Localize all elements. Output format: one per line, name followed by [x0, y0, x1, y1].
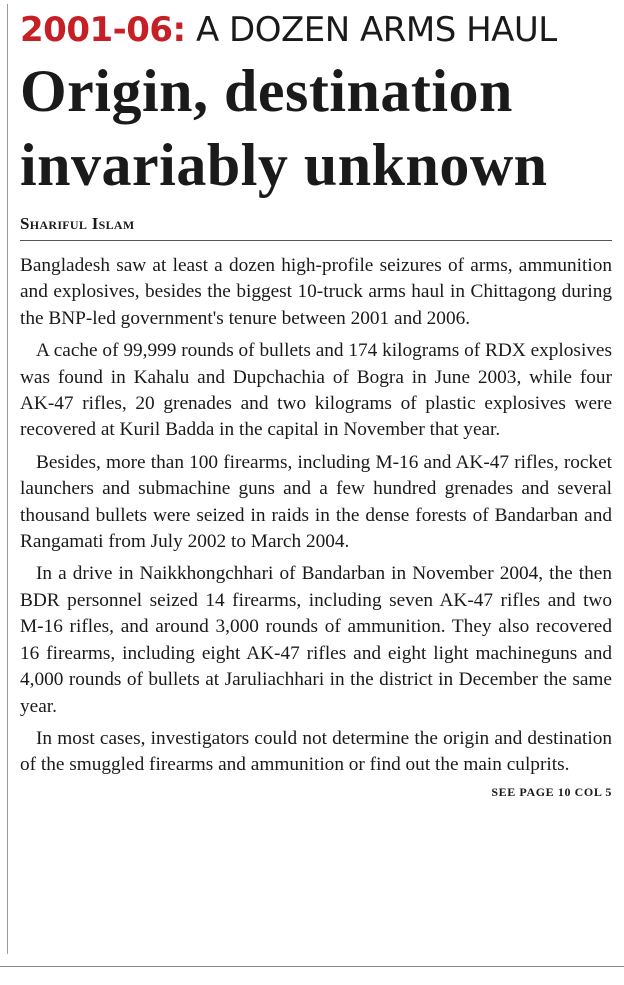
headline-line-1: Origin, destination — [20, 58, 513, 124]
paragraph: In most cases, investigators could not determine the origin and destination of the smuggled firearms and ammunition or find out the main culprits. — [20, 727, 612, 776]
column-rule-left — [7, 4, 8, 954]
continuation-jump-line: SEE PAGE 10 COL 5 — [491, 784, 612, 799]
article-body — [20, 253, 612, 779]
news-article — [20, 10, 612, 800]
byline: Shariful Islam — [20, 214, 612, 241]
paragraph: Besides, more than 100 firearms, including M-16 and AK-47 rifles, rocket launchers and submachine guns and a few hundred grenades and several thousand bullets were seized in raids in the dense forests of Bandarban and Rangamati from July 2002 to March 2004. — [20, 451, 612, 553]
paragraph: A cache of 99,999 rounds of bullets and 174 kilograms of RDX explosives was found in Kahalu and Dupchachia of Bogra in June 2003, while four AK-47 rifles, 20 grenades and two kilograms of plastic explosives were recovered at Kuril Badda in the capital in November that year. — [20, 340, 612, 441]
kicker — [20, 10, 612, 50]
paragraph: In a drive in Naikkhongchhari of Bandarban in November 2004, the then BDR personnel seized 14 firearms, including seven AK-47 rifles and two M-16 rifles, and around 3,000 rounds of ammunition. They also recovered 16 firearms, including eight AK-47 rifles and eight light machineguns and 4,000 rounds of bullets at Jaruliachhari in the district in December the same year. — [20, 563, 612, 717]
kicker-date: 2001-06: — [20, 10, 186, 50]
headline — [20, 54, 612, 202]
bottom-rule — [0, 966, 624, 967]
kicker-topic: A DOZEN ARMS HAUL — [195, 10, 557, 50]
paragraph: Bangladesh saw at least a dozen high-profile seizures of arms, ammunition and explosives, besides the biggest 10-truck arms haul in Chittagong during the BNP-led government's tenure between 2001 and 2006. — [20, 255, 612, 329]
headline-line-2: invariably unknown — [20, 132, 548, 198]
